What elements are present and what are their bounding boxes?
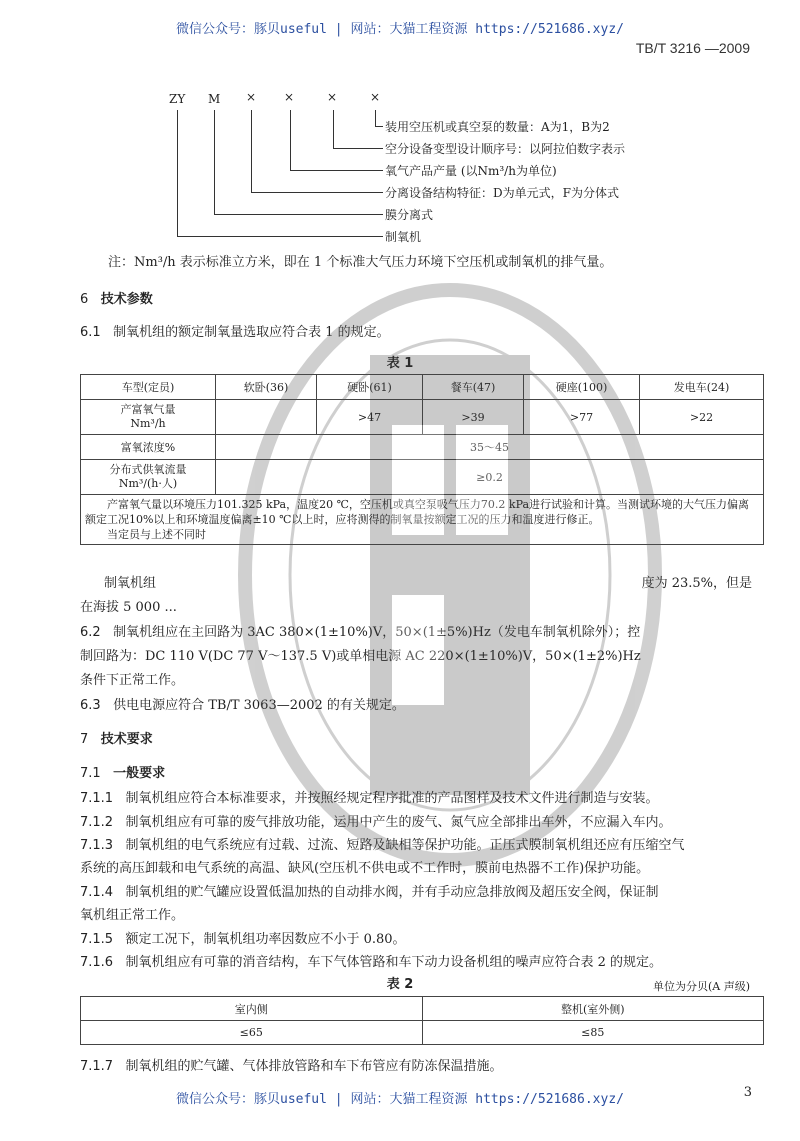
code-label-membrane: 膜分离式 [385,208,434,222]
row-label: 富氧浓度% [81,435,216,460]
table-cell: ≤85 [422,1021,764,1045]
table-2-unit: 单位为分贝(A 声级) [652,980,750,993]
table-cell: >39 [423,400,524,435]
table-1 [80,374,764,545]
table-note: 产富氧气量以环境压力101.325 kPa，温度20 ℃，空压机或真空泵吸气压力70.2 kPa进行试验和计算。当测试环境的大气压力偏离额定工况10%以上和环境温度偏离±10 ℃以上时，应将测得的制氧量按额定工况的压力和温度进行修正。 当定员与上述不同时 [81,495,764,545]
para-text: 制氧机组的贮气罐应设置低温加热的自动排水阀，并有手动应急排放阀及超压安全阀，保证制 [125,885,659,900]
table-header-row [81,997,764,1021]
para-text: 制氧机组的额定制氧量选取应符合表 1 的规定。 [113,325,390,340]
code-label-variant: 空分设备变型设计顺序号：以阿拉伯数字表示 [385,142,626,156]
para-text: 额定工况下，制氧机组功率因数应不小于 0.80。 [125,932,406,947]
para-number: 7.1.6 [80,955,114,970]
header-cell: 整机(室外侧) [422,997,764,1021]
code-part-x2: × [284,90,295,104]
code-part-zy: ZY [169,92,186,106]
table-row [81,1021,764,1045]
table-cell: >47 [317,400,423,435]
table-cell: 35～45 [216,435,764,460]
para-text: 制氧机组应在主回路为 3AC 380×(1±10%)V，50×(1±5%)Hz（发电车制氧机除外）；控 [113,625,641,640]
section-7-1-heading [80,762,165,781]
table-cell: ≤65 [81,1021,423,1045]
code-part-x4: × [370,90,381,104]
section-7-heading [80,728,153,747]
para-6-3 [80,694,405,713]
concentration-para-end: 度为 23.5%，但是 [641,576,752,591]
standard-number: TB/T 3216 —2009 [635,40,750,56]
header-cell: 软卧(36) [216,375,317,400]
table-cell: >77 [524,400,640,435]
para-text: 制氧机组应有可靠的废气排放功能，运用中产生的废气、氮气应全部排出车外，不应漏入车内。 [125,815,672,830]
table-cell: >22 [640,400,764,435]
top-banner: 微信公众号：豚贝useful | 网站：大猫工程资源 https://521686.xyz/ [176,22,624,37]
page-number: 3 [743,1085,752,1100]
section-title: 一般要求 [113,766,166,781]
para-text: 制氧机组应有可靠的消音结构，车下气体管路和车下动力设备机组的噪声应符合表 2 的规定。 [125,955,663,970]
code-label-output: 氧气产品产量 (以Nm³/h为单位) [385,164,557,178]
section-number: 6 [80,292,89,307]
table-2-caption: 表 2 [386,977,414,992]
section-title: 技术参数 [100,292,153,307]
para-6-2-line2: 制回路为：DC 110 V(DC 77 V～137.5 V)或单相电源 AC 220×(1±10%)V，50×(1±2%)Hz [80,649,641,664]
row-label: 分布式供氧流量 Nm³/(h·人) [81,460,216,495]
para-number: 6.3 [80,698,101,713]
section-6-heading [80,288,153,307]
para-7-1-7 [80,1055,503,1074]
para-number: 7.1.7 [80,1059,114,1074]
table-row [81,460,764,495]
section-number: 7 [80,732,89,747]
para-7-1-1 [80,787,659,806]
para-7-1-2 [80,811,672,830]
code-part-m: M [208,92,221,106]
header-cell: 餐车(47) [423,375,524,400]
header-cell: 发电车(24) [640,375,764,400]
para-7-1-3 [80,834,685,853]
bottom-banner: 微信公众号：豚贝useful | 网站：大猫工程资源 https://521686.xyz/ [176,1092,624,1107]
para-number: 6.1 [80,325,101,340]
para-6-2-line3: 条件下正常工作。 [80,673,185,688]
para-7-1-3-line2: 系统的高压卸载和电气系统的高温、缺风(空压机不供电或不工作时，膜前电热器不工作)保护功能。 [80,861,650,876]
code-label-generator: 制氧机 [385,230,422,244]
header-cell: 硬座(100) [524,375,640,400]
header-cell: 室内侧 [81,997,423,1021]
concentration-para-start: 制氧机组 [104,576,157,591]
table-row [81,400,764,435]
code-label-qty: 装用空压机或真空泵的数量：A为1，B为2 [385,120,610,134]
para-6-2 [80,621,640,640]
para-number: 7.1.3 [80,838,114,853]
table-1-caption: 表 1 [386,356,414,371]
para-number: 6.2 [80,625,101,640]
table-cell [216,400,317,435]
para-text: 制氧机组的贮气罐、气体排放管路和车下布管应有防冻保温措施。 [125,1059,503,1074]
code-label-structure: 分离设备结构特征：D为单元式，F为分体式 [385,186,619,200]
code-part-x1: × [246,90,257,104]
para-text: 制氧机组的电气系统应有过载、过流、短路及缺相等保护功能。正压式膜制氧机组还应有压缩空气 [125,838,685,853]
unit-note: 注：Nm³/h 表示标准立方米，即在 1 个标准大气压力环境下空压机或制氧机的排气量。 [108,255,613,270]
code-part-x3: × [327,90,338,104]
concentration-para-line2: 在海拔 5 000 ... [80,600,177,615]
table-header-row [81,375,764,400]
para-7-1-4-line2: 氧机组正常工作。 [80,908,185,923]
header-cell: 车型(定员) [81,375,216,400]
para-number: 7.1.5 [80,932,114,947]
para-number: 7.1.2 [80,815,114,830]
table-note-row [81,495,764,545]
row-label: 产富氧气量 Nm³/h [81,400,216,435]
header-cell: 硬卧(61) [317,375,423,400]
section-number: 7.1 [80,766,101,781]
model-code-diagram [165,90,725,248]
para-7-1-4 [80,881,659,900]
para-6-1 [80,321,390,340]
para-7-1-5 [80,928,406,947]
para-number: 7.1.1 [80,791,114,806]
para-number: 7.1.4 [80,885,114,900]
table-2 [80,996,764,1045]
table-row [81,435,764,460]
para-text: 制氧机组应符合本标准要求，并按照经规定程序批准的产品图样及技术文件进行制造与安装。 [125,791,659,806]
para-text: 供电电源应符合 TB/T 3063—2002 的有关规定。 [113,698,405,713]
para-7-1-6 [80,951,662,970]
table-cell: ≥0.2 [216,460,764,495]
section-title: 技术要求 [100,732,153,747]
